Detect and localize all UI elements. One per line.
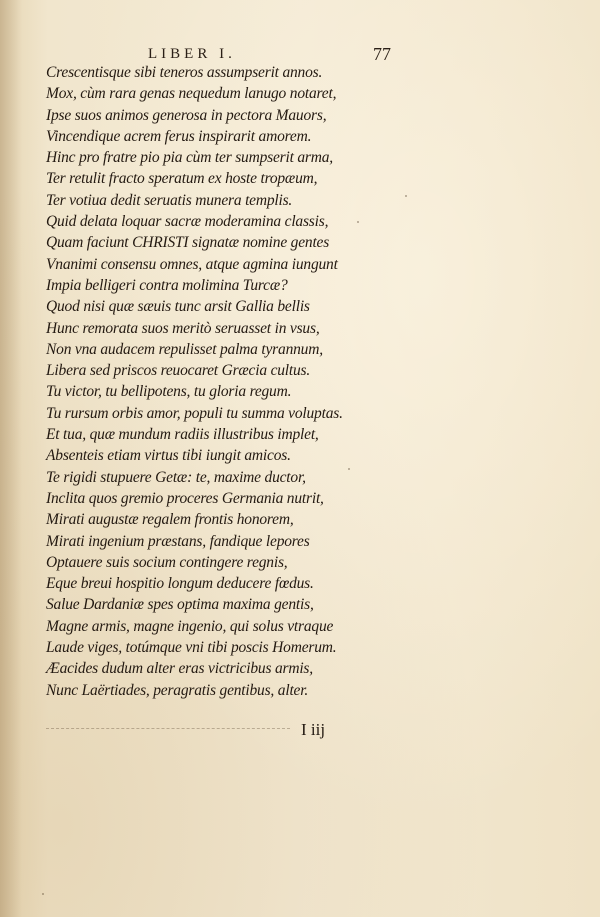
verse-line: Vincendique acrem ferus inspirarit amorem. (46, 127, 312, 145)
verse-line: Salue Dardaniæ spes optima maxima gentis, (46, 596, 314, 614)
verse-line: Ter votiua dedit seruatis munera templis. (46, 191, 293, 209)
verse-line: Laude viges, totúmque vni tibi poscis Homerum. (46, 639, 337, 657)
verse-line: Impia belligeri contra molimina Turcæ? (46, 276, 288, 294)
verse-line: Absenteis etiam virtus tibi iungit amicos. (46, 447, 291, 465)
verse-line: Eque breui hospitio longum deducere fœdus. (46, 575, 314, 593)
verse-line: Nunc Laërtiades, peragratis gentibus, alter. (46, 681, 309, 699)
paper-speck (357, 221, 359, 223)
paper-speck (405, 195, 407, 197)
verse-line: Ipse suos animos generosa in pectora Mauors, (46, 106, 327, 124)
verse-line: Te rigidi stupuere Getæ: te, maxime ductor, (46, 468, 306, 486)
bottom-rule (46, 728, 290, 729)
verse-line: Crescentisque sibi teneros assumpserit annos. (46, 64, 323, 81)
running-head: LIBER I. (148, 46, 236, 62)
page-number: 77 (373, 44, 391, 64)
verse-line: Tu victor, tu bellipotens, tu gloria regum. (46, 383, 292, 401)
verse-line: Non vna audacem repulisset palma tyrannum, (46, 340, 323, 358)
gutter-shadow (0, 0, 22, 917)
verse-line: Libera sed priscos reuocaret Græcia cultus. (46, 362, 311, 380)
verse-line: Et tua, quæ mundum radiis illustribus implet, (46, 426, 319, 444)
paper-speck (42, 893, 44, 895)
verse-line: Inclita quos gremio proceres Germania nutrit, (46, 489, 324, 507)
paper-speck (348, 468, 350, 470)
verse-line: Optauere suis socium contingere regnis, (46, 553, 288, 571)
verse-line: Vnanimi consensu omnes, atque agmina iungunt (46, 255, 338, 273)
verse-line: Quid delata loquar sacræ moderamina classis, (46, 213, 329, 231)
verse-line: Hunc remorata suos meritò seruasset in vsus, (46, 319, 320, 337)
verse-line: Quod nisi quæ sæuis tunc arsit Gallia bellis (46, 298, 310, 316)
verse-line: Mox, cùm rara genas nequedum lanugo notaret, (46, 85, 337, 103)
verse-line: Magne armis, magne ingenio, qui solus vtraque (46, 617, 334, 635)
verse-line: Æacides dudum alter eras victricibus armis, (46, 660, 313, 678)
verse-line: Ter retulit fracto speratum ex hoste tropæum, (46, 170, 318, 188)
signature-mark: I iij (301, 720, 326, 739)
verse-line: Mirati ingenium præstans, fandique lepores (46, 532, 310, 550)
verse-line: Hinc pro fratre pio pia cùm ter sumpserit arma, (46, 149, 333, 167)
verse-line: Mirati augustæ regalem frontis honorem, (46, 511, 294, 529)
verse-line: Tu rursum orbis amor, populi tu summa voluptas. (46, 404, 343, 422)
verse-block (46, 62, 386, 701)
verse-line: Quam faciunt CHRISTI signatæ nomine gentes (46, 234, 330, 252)
